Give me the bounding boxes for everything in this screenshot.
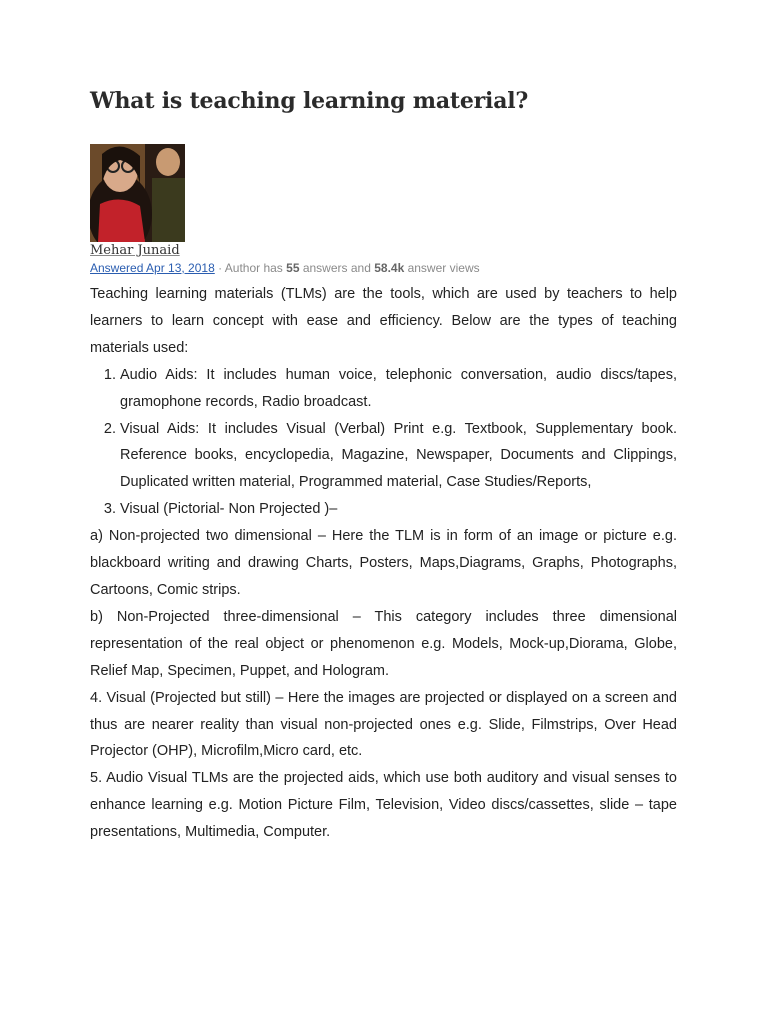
paragraph-5: 5. Audio Visual TLMs are the projected aids, which use both auditory and visual senses to enhance learning e.g. Motion Picture Film, Television, Video discs/cassettes, slide – tape presentations, Multimedia, Computer.: [90, 770, 677, 841]
paragraph-4: 4. Visual (Projected but still) – Here the images are projected or displayed on a screen and thus are nearer reality than visual non-projected ones e.g. Slide, Filmstrips, Over Head Projector (OHP), Microfilm,Micro card, etc.: [90, 689, 677, 760]
paragraph-b: b) Non-Projected three-dimensional – This category includes three dimensional representation of the real object or phenomenon e.g. Models, Mock-up,Diorama, Globe, Relief Map, Specimen, Puppet, and Hologram.: [90, 608, 677, 679]
answer-meta: [90, 261, 480, 275]
list-item: 2. Visual Aids: It includes Visual (Verbal) Print e.g. Textbook, Supplementary book. Reference books, encyclopedia, Magazine, Newspaper, Documents and Clippings, Duplicated written material, Programmed material, Case Studies/Reports,: [120, 416, 677, 497]
author-name-link[interactable]: Mehar Junaid: [90, 243, 180, 258]
author-avatar[interactable]: [90, 144, 185, 242]
views-count: 58.4k: [374, 261, 405, 275]
meta-suffix: answer views: [404, 261, 480, 275]
meta-prefix: · Author has: [214, 261, 287, 275]
answer-body: [90, 281, 677, 846]
paragraph-a: a) Non-projected two dimensional – Here the TLM is in form of an image or picture e.g. blackboard writing and drawing Charts, Posters, Maps,Diagrams, Graphs, Photographs, Cartoons, Comic strips.: [90, 528, 677, 598]
answered-date-link[interactable]: Answered Apr 13, 2018: [90, 261, 215, 275]
list-item: 3. Visual (Pictorial- Non Projected )–: [120, 496, 677, 523]
intro-paragraph: Teaching learning materials (TLMs) are the tools, which are used by teachers to help learners to learn concept with ease and efficiency. Below are the types of teaching materials used:: [90, 286, 677, 356]
author-photo: [90, 144, 185, 242]
page-title: What is teaching learning material?: [90, 88, 529, 114]
list-item: 1. Audio Aids: It includes human voice, telephonic conversation, audio discs/tapes, gramophone records, Radio broadcast.: [120, 362, 677, 416]
meta-middle: answers and: [299, 261, 375, 275]
materials-list: [90, 362, 677, 523]
answers-count: 55: [286, 261, 300, 275]
